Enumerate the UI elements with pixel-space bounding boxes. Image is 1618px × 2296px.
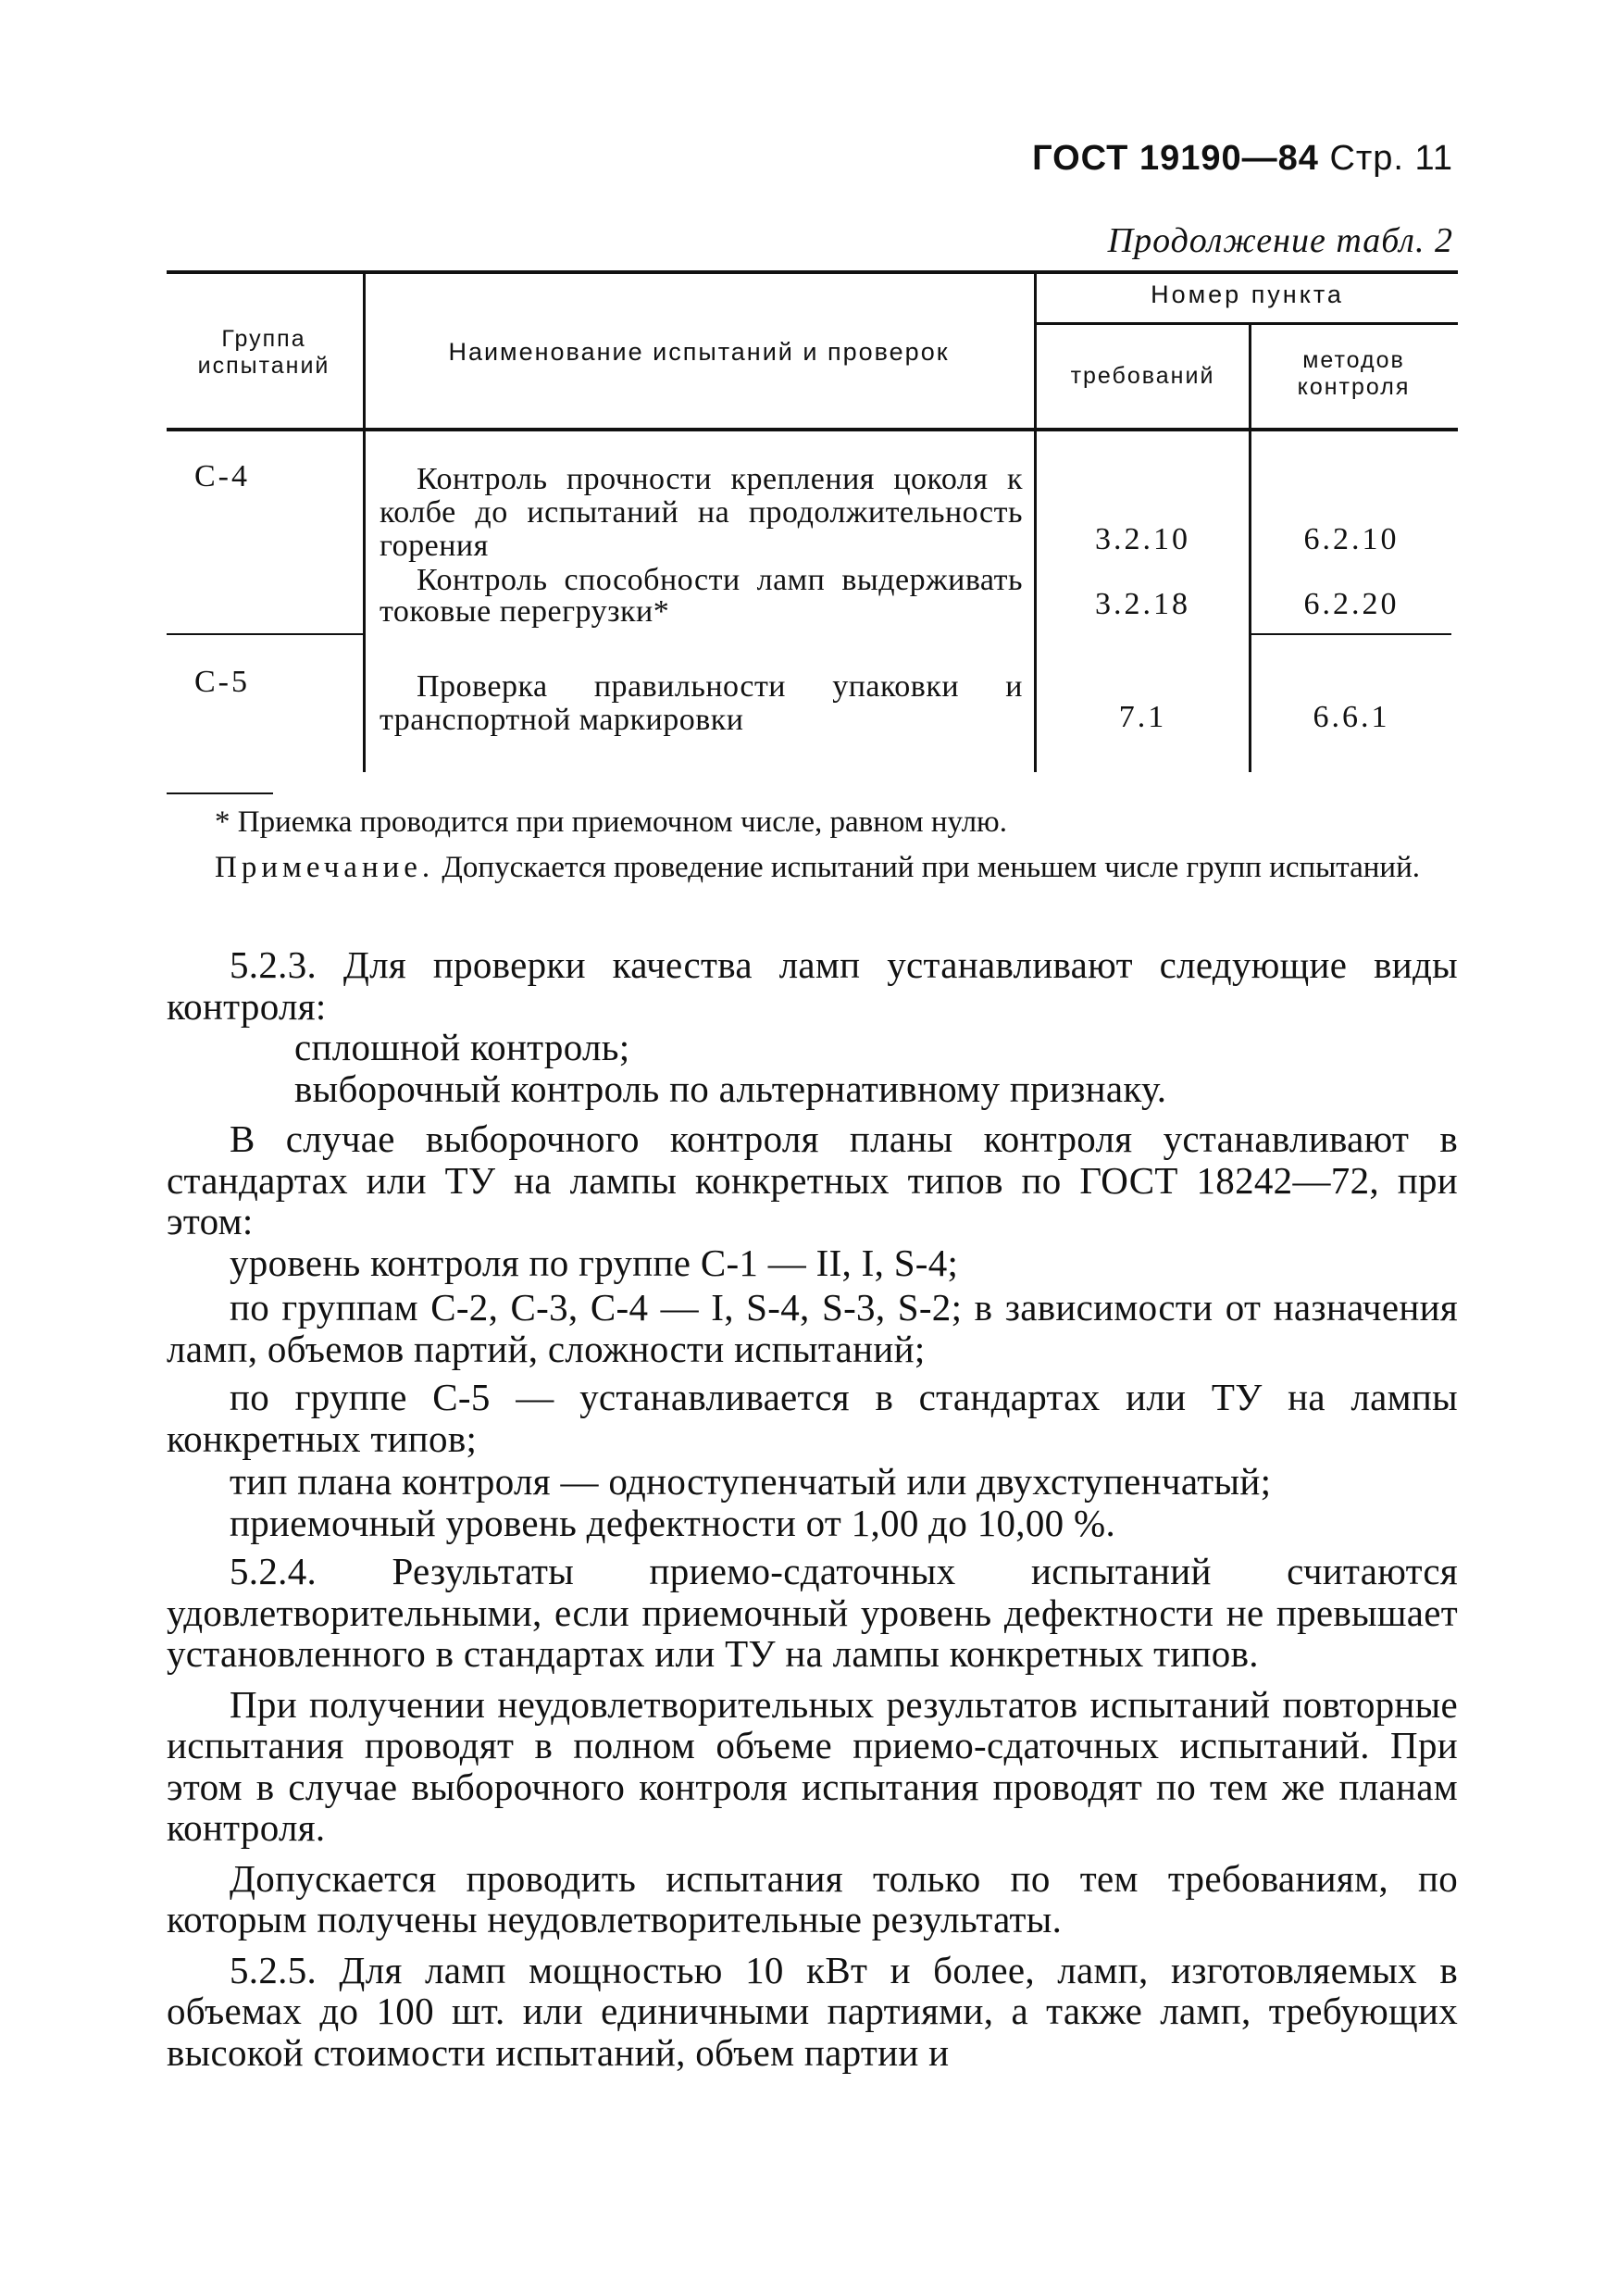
page-header <box>1018 139 1453 179</box>
sampling-level-c1: уровень контроля по группе С-1 — II, I, S-4; <box>230 1241 959 1284</box>
group-separator-right <box>1251 633 1451 635</box>
paragraph-5-2-4: 5.2.4. Результаты приемо-сдаточных испытаний считаются удовлетворительными, если приемочный уровень дефектности не превышает установленного в стандартах или ТУ на лампы конкретных типов. <box>167 1550 1458 1675</box>
requirements-3-2-10: 3.2.10 <box>1095 522 1190 556</box>
requirements-3-2-18: 3.2.18 <box>1095 587 1190 621</box>
paragraph-partial-retest: Допускается проводить испытания только по тем требованиям, по которым получены неудовлетворительные результаты. <box>167 1856 1458 1940</box>
test-name-packaging: Проверка правильности упаковки и транспортной маркировки <box>380 669 1023 737</box>
methods-6-6-1: 6.6.1 <box>1313 700 1390 734</box>
test-name-current-overload: Контроль способности ламп выдерживать токовые перегрузки* <box>380 563 1023 629</box>
paragraph-5-2-3: 5.2.3. Для проверки качества ламп устанавливают следующие виды контроля: <box>167 943 1458 1028</box>
methods-6-2-20: 6.2.20 <box>1303 587 1400 621</box>
paragraph-sampling-plans: В случае выборочного контроля планы контроля устанавливают в стандартах или ТУ на лампы конкретных типов по ГОСТ 18242—72, при этом: <box>167 1117 1458 1242</box>
table-remark <box>167 850 1458 885</box>
paragraph-retest: При получении неудовлетворительных результатов испытаний повторные испытания проводят в полном объеме приемо-сдаточных испытаний. При этом в случае выборочного контроля испытания проводят по тем же планам контроля. <box>167 1682 1458 1849</box>
group-separator-left <box>167 633 363 635</box>
sampling-plan-type: тип плана контроля — одноступенчатый или двухступенчатый; <box>230 1460 1272 1503</box>
sampling-level-c2-c4: по группам С-2, С-3, С-4 — I, S-4, S-3, S-2; в зависимости от назначения ламп, объемов партий, сложности испытаний; <box>167 1286 1458 1370</box>
methods-6-2-10: 6.2.10 <box>1303 522 1400 556</box>
list-item-sampling-control: выборочный контроль по альтернативному признаку. <box>294 1067 1167 1110</box>
requirements-7-1: 7.1 <box>1118 700 1167 734</box>
header-bottom-rule <box>167 428 1458 431</box>
remark-text: Допускается проведение испытаний при меньшем числе групп испытаний. <box>442 851 1421 884</box>
body-text <box>167 944 1458 2082</box>
table-bottom-rule <box>167 792 273 794</box>
header-item-number: Номер пункта <box>1151 281 1344 308</box>
header-name: Наименование испытаний и проверок <box>448 338 950 366</box>
header-requirements: требований <box>1070 363 1215 389</box>
table-footnote: * Приемка проводится при приемочном числе, равном нулю. <box>215 805 1007 839</box>
row-group-c4: С-4 <box>194 459 250 493</box>
test-name-base-strength: Контроль прочности крепления цоколя к колбе до испытаний на продолжительность горения <box>380 462 1023 563</box>
sampling-level-c5: по группе С-5 — устанавливается в стандартах или ТУ на лампы конкретных типов; <box>167 1376 1458 1460</box>
standard-number: ГОСТ 19190—84 <box>1032 139 1319 178</box>
acceptance-quality-level: приемочный уровень дефектности от 1,00 до 10,00 %. <box>230 1501 1115 1544</box>
list-item-continuous-control: сплошной контроль; <box>294 1026 630 1068</box>
page-number: Стр. 11 <box>1329 139 1453 178</box>
table-top-rule <box>167 270 1458 274</box>
paragraph-5-2-5: 5.2.5. Для ламп мощностью 10 кВт и более, ламп, изготовляемых в объемах до 100 шт. или единичными партиями, а также ламп, требующих высокой стоимости испытаний, объем партии и <box>167 1948 1458 2074</box>
remark-label: Примечание. <box>215 851 435 884</box>
header-group: Группа испытаний <box>197 326 330 379</box>
row-group-c5: С-5 <box>194 665 250 699</box>
column-rule-1 <box>363 272 366 772</box>
table-continuation-label: Продолжение табл. 2 <box>1107 221 1453 260</box>
header-methods: методов контроля <box>1297 347 1411 400</box>
header-subdivider <box>1034 322 1458 325</box>
